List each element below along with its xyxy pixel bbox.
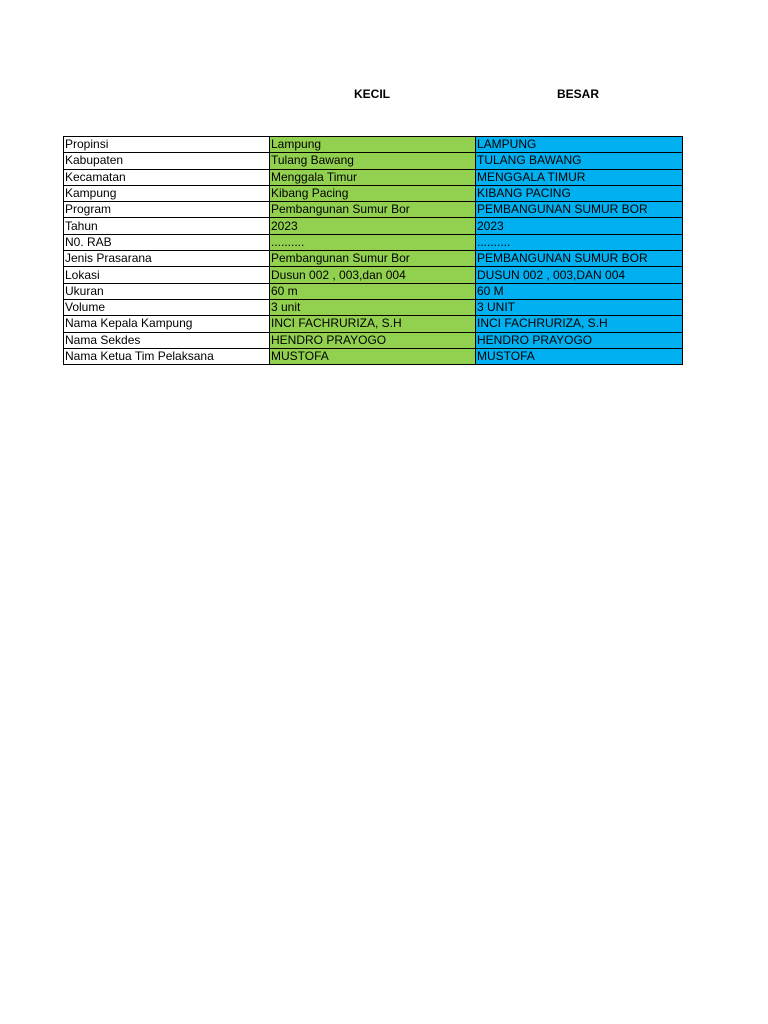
table-row (64, 316, 683, 332)
kecil-value-cell: Tulang Bawang (270, 153, 476, 169)
table-row (64, 137, 683, 153)
row-label-cell: Program (64, 202, 270, 218)
kecil-value-cell: MUSTOFA (270, 348, 476, 364)
besar-value-cell: INCI FACHRURIZA, S.H (476, 316, 683, 332)
row-label-cell: Kampung (64, 185, 270, 201)
table-row (64, 234, 683, 250)
heading-kecil: KECIL (354, 87, 390, 101)
row-label-cell: N0. RAB (64, 234, 270, 250)
data-table (63, 136, 683, 365)
table-row (64, 169, 683, 185)
row-label-cell: Nama Ketua Tim Pelaksana (64, 348, 270, 364)
row-label-cell: Kabupaten (64, 153, 270, 169)
table-row (64, 153, 683, 169)
besar-value-cell: MUSTOFA (476, 348, 683, 364)
table-row (64, 218, 683, 234)
kecil-value-cell: Lampung (270, 137, 476, 153)
kecil-value-cell: 3 unit (270, 299, 476, 315)
besar-value-cell: PEMBANGUNAN SUMUR BOR (476, 202, 683, 218)
row-label-cell: Propinsi (64, 137, 270, 153)
besar-value-cell: TULANG BAWANG (476, 153, 683, 169)
kecil-value-cell: Kibang Pacing (270, 185, 476, 201)
table-row (64, 332, 683, 348)
kecil-value-cell: Pembangunan Sumur Bor (270, 202, 476, 218)
kecil-value-cell: Pembangunan Sumur Bor (270, 251, 476, 267)
besar-value-cell: DUSUN 002 , 003,DAN 004 (476, 267, 683, 283)
besar-value-cell: 2023 (476, 218, 683, 234)
table-row (64, 283, 683, 299)
kecil-value-cell: .......... (270, 234, 476, 250)
kecil-value-cell: INCI FACHRURIZA, S.H (270, 316, 476, 332)
row-label-cell: Volume (64, 299, 270, 315)
row-label-cell: Kecamatan (64, 169, 270, 185)
besar-value-cell: KIBANG PACING (476, 185, 683, 201)
besar-value-cell: .......... (476, 234, 683, 250)
row-label-cell: Lokasi (64, 267, 270, 283)
kecil-value-cell: Menggala Timur (270, 169, 476, 185)
table-row (64, 202, 683, 218)
besar-value-cell: 3 UNIT (476, 299, 683, 315)
table-row (64, 348, 683, 364)
row-label-cell: Jenis Prasarana (64, 251, 270, 267)
row-label-cell: Ukuran (64, 283, 270, 299)
besar-value-cell: 60 M (476, 283, 683, 299)
kecil-value-cell: HENDRO PRAYOGO (270, 332, 476, 348)
besar-value-cell: LAMPUNG (476, 137, 683, 153)
table-row (64, 251, 683, 267)
row-label-cell: Tahun (64, 218, 270, 234)
besar-value-cell: HENDRO PRAYOGO (476, 332, 683, 348)
heading-besar: BESAR (556, 87, 599, 101)
row-label-cell: Nama Kepala Kampung (64, 316, 270, 332)
besar-value-cell: MENGGALA TIMUR (476, 169, 683, 185)
table-row (64, 185, 683, 201)
table-body (64, 137, 683, 365)
column-headings (0, 86, 768, 102)
table-row (64, 299, 683, 315)
row-label-cell: Nama Sekdes (64, 332, 270, 348)
table-row (64, 267, 683, 283)
kecil-value-cell: Dusun 002 , 003,dan 004 (270, 267, 476, 283)
kecil-value-cell: 2023 (270, 218, 476, 234)
kecil-value-cell: 60 m (270, 283, 476, 299)
besar-value-cell: PEMBANGUNAN SUMUR BOR (476, 251, 683, 267)
